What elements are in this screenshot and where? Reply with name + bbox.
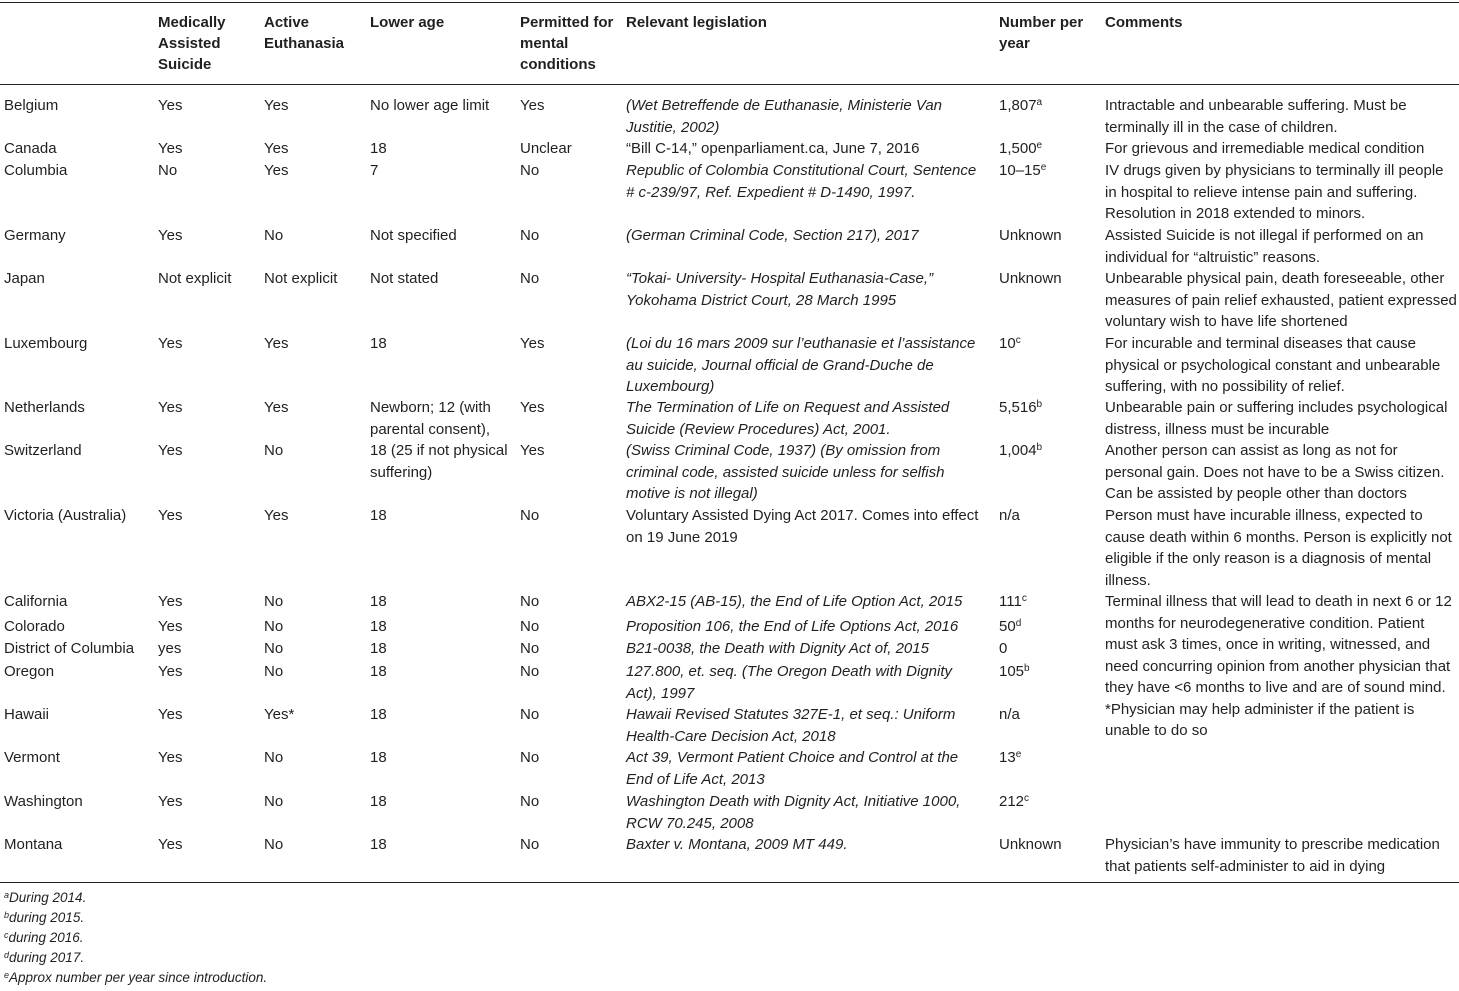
cell-mas: Yes — [158, 227, 183, 244]
cell-comments: For grievous and irremediable medical condition — [1105, 140, 1425, 157]
cell-country: Vermont — [4, 749, 60, 766]
cell-mental: No — [520, 640, 540, 657]
cell-number — [999, 638, 1099, 660]
cell-number — [999, 616, 1099, 638]
cell-active: No — [264, 793, 284, 810]
cell-mas: Yes — [158, 335, 183, 352]
cell-active: No — [264, 618, 284, 635]
cell-number — [999, 160, 1099, 182]
cell-legislation: Voluntary Assisted Dying Act 2017. Comes into effect on 19 June 2019 — [626, 507, 979, 546]
number-value: Unknown — [999, 270, 1062, 287]
cell-legislation: (Wet Betreffende de Euthanasie, Ministerie Van Justitie, 2002) — [626, 97, 943, 136]
cell-active: Yes — [264, 97, 289, 114]
cell-age: Not stated — [370, 270, 439, 287]
cell-age: 18 — [370, 836, 387, 853]
footnote-marker: a — [1036, 97, 1043, 108]
cell-mental: No — [520, 663, 540, 680]
header-age: Lower age — [370, 14, 445, 31]
cell-age: 18 — [370, 140, 387, 157]
number-value: 10–15 — [999, 162, 1041, 179]
cell-number — [999, 138, 1099, 160]
number-value: 1,807 — [999, 97, 1037, 114]
header-comments: Comments — [1105, 14, 1183, 31]
footnote — [4, 908, 84, 928]
cell-active: Yes — [264, 399, 289, 416]
cell-mental: Yes — [520, 97, 545, 114]
header-legislation: Relevant legislation — [626, 14, 767, 31]
number-value: 212 — [999, 793, 1025, 810]
cell-country: Montana — [4, 836, 63, 853]
cell-active: No — [264, 593, 284, 610]
cell-number — [999, 397, 1099, 419]
cell-country: Belgium — [4, 97, 59, 114]
cell-mental: No — [520, 270, 540, 287]
cell-age: 18 — [370, 335, 387, 352]
cell-mas: Yes — [158, 793, 183, 810]
cell-comments: Intractable and unbearable suffering. Must be terminally ill in the case of children. — [1105, 97, 1407, 136]
cell-mental: No — [520, 749, 540, 766]
cell-legislation: Washington Death with Dignity Act, Initiative 1000, RCW 70.245, 2008 — [626, 793, 961, 832]
cell-active: No — [264, 663, 284, 680]
number-value: 105 — [999, 663, 1025, 680]
number-value: 0 — [999, 640, 1008, 657]
cell-country: Oregon — [4, 663, 55, 680]
number-value: 50 — [999, 618, 1016, 635]
cell-age: 18 — [370, 507, 387, 524]
cell-age: 18 — [370, 749, 387, 766]
cell-number — [999, 268, 1099, 290]
cell-mental: No — [520, 706, 540, 723]
cell-age: 18 — [370, 640, 387, 657]
cell-age: 18 — [370, 593, 387, 610]
footnote-marker: e — [1015, 749, 1022, 760]
footnote-marker: b — [1036, 442, 1043, 453]
cell-active: Yes* — [264, 706, 295, 723]
cell-number — [999, 505, 1099, 527]
header-number: Number per year — [999, 14, 1084, 52]
cell-country: Victoria (Australia) — [4, 507, 127, 524]
cell-number — [999, 333, 1099, 355]
cell-active: No — [264, 640, 284, 657]
cell-age: 18 — [370, 793, 387, 810]
cell-number — [999, 591, 1099, 613]
cell-country: Washington — [4, 793, 83, 810]
cell-age: Not specified — [370, 227, 457, 244]
cell-mental: Yes — [520, 399, 545, 416]
cell-number — [999, 661, 1099, 683]
footnote-marker: e — [1036, 140, 1043, 151]
cell-mental: No — [520, 836, 540, 853]
table-bottom-rule — [0, 882, 1459, 883]
cell-age: 18 — [370, 663, 387, 680]
cell-age: 7 — [370, 162, 379, 179]
footnote-mark: b — [4, 910, 10, 920]
cell-comments: Another person can assist as long as not for personal gain. Does not have to be a Swiss citizen. Can be assisted by people other than doctors — [1105, 442, 1445, 502]
cell-active: Yes — [264, 507, 289, 524]
number-value: 5,516 — [999, 399, 1037, 416]
cell-legislation: Hawaii Revised Statutes 327E-1, et seq.: Uniform Health-Care Decision Act, 2018 — [626, 706, 956, 745]
cell-comments: Assisted Suicide is not illegal if performed on an individual for “altruistic” reasons. — [1105, 227, 1424, 266]
cell-comments: Person must have incurable illness, expected to cause death within 6 months. Person is explicitly not eligible if the only reason is a diagnosis of mental illness. — [1105, 507, 1452, 589]
cell-mental: No — [520, 618, 540, 635]
cell-number — [999, 791, 1099, 813]
cell-age: Newborn; 12 (with parental consent), — [370, 399, 491, 438]
cell-mas: Yes — [158, 663, 183, 680]
cell-mental: No — [520, 793, 540, 810]
cell-legislation: Proposition 106, the End of Life Options Act, 2016 — [626, 618, 959, 635]
footnote-marker: c — [1021, 593, 1027, 604]
cell-legislation: (German Criminal Code, Section 217), 2017 — [626, 227, 919, 244]
cell-comments: For incurable and terminal diseases that cause physical or psychological constant and unbearable suffering, with no possibility of relief. — [1105, 335, 1441, 395]
cell-legislation: Republic of Colombia Constitutional Court, Sentence # c-239/97, Ref. Expedient # D-1490, 1997. — [626, 162, 977, 201]
cell-mental: Yes — [520, 442, 545, 459]
cell-number — [999, 225, 1099, 247]
footnote-marker: e — [1040, 162, 1047, 173]
cell-age: No lower age limit — [370, 97, 490, 114]
footnote — [4, 928, 84, 948]
cell-comments: Unbearable physical pain, death foreseeable, other measures of pain relief exhausted, patient expressed voluntary wish to have life shortened — [1105, 270, 1457, 330]
cell-mental: Yes — [520, 335, 545, 352]
cell-country: District of Columbia — [4, 640, 135, 657]
cell-comments: Physician’s have immunity to prescribe medication that patients self-administer to aid in dying — [1105, 836, 1440, 875]
cell-mas: Yes — [158, 507, 183, 524]
cell-country: Canada — [4, 140, 57, 157]
cell-legislation: ABX2-15 (AB-15), the End of Life Option Act, 2015 — [626, 593, 963, 610]
number-value: n/a — [999, 507, 1020, 524]
footnote-marker: b — [1024, 663, 1030, 674]
cell-country: Japan — [4, 270, 45, 287]
cell-number — [999, 834, 1099, 856]
cell-country: Colorado — [4, 618, 65, 635]
cell-mental: No — [520, 227, 540, 244]
cell-mental: No — [520, 593, 540, 610]
cell-legislation: “Tokai- University- Hospital Euthanasia-Case,” Yokohama District Court, 28 March 1995 — [626, 270, 934, 309]
footnote — [4, 948, 84, 968]
cell-country: Switzerland — [4, 442, 82, 459]
cell-active: No — [264, 442, 284, 459]
cell-legislation: (Swiss Criminal Code, 1937) (By omission from criminal code, assisted suicide unless for selfish motive is not illegal) — [626, 442, 945, 502]
footnote-mark: e — [4, 970, 10, 980]
cell-active: No — [264, 749, 284, 766]
cell-mas: Not explicit — [158, 270, 232, 287]
table-top-rule — [0, 2, 1459, 3]
number-value: 1,004 — [999, 442, 1037, 459]
number-value: 1,500 — [999, 140, 1037, 157]
footnote-text: during 2017. — [9, 950, 85, 965]
footnote-mark: d — [4, 950, 10, 960]
cell-country: California — [4, 593, 68, 610]
cell-number — [999, 440, 1099, 462]
cell-mas: Yes — [158, 399, 183, 416]
cell-age: 18 (25 if not physical suffering) — [370, 442, 508, 481]
cell-mas: Yes — [158, 140, 183, 157]
cell-mas: Yes — [158, 442, 183, 459]
number-value: 10 — [999, 335, 1016, 352]
header-active: Active Euthanasia — [264, 14, 345, 52]
footnote-text: Approx number per year since introduction. — [9, 970, 268, 985]
footnote — [4, 888, 86, 908]
cell-legislation: “Bill C-14,” openparliament.ca, June 7, 2016 — [626, 140, 920, 157]
cell-mental: No — [520, 162, 540, 179]
cell-mas: Yes — [158, 97, 183, 114]
cell-legislation: Baxter v. Montana, 2009 MT 449. — [626, 836, 848, 853]
header-mental: Permitted for mental conditions — [520, 14, 614, 73]
cell-comments: Terminal illness that will lead to death in next 6 or 12 months for neurodegenerative condition. Patient must ask 3 times, once in writing, witnessed, and need concurring opinion from another physician that they have <6 months to live and are of sound mind. *Physician may help administer if the patient is unable to do so — [1105, 593, 1452, 739]
cell-country: Netherlands — [4, 399, 85, 416]
cell-legislation: (Loi du 16 mars 2009 sur l’euthanasie et l’assistance au suicide, Journal official de Grand-Duche de Luxembourg) — [626, 335, 976, 395]
cell-mas: yes — [158, 640, 182, 657]
cell-legislation: The Termination of Life on Request and Assisted Suicide (Review Procedures) Act, 2001. — [626, 399, 950, 438]
cell-mas: No — [158, 162, 178, 179]
cell-active: Not explicit — [264, 270, 338, 287]
number-value: 111 — [999, 593, 1022, 610]
footnote-marker: c — [1024, 793, 1030, 804]
footnote — [4, 968, 267, 988]
number-value: n/a — [999, 706, 1020, 723]
cell-mas: Yes — [158, 706, 183, 723]
cell-number — [999, 747, 1099, 769]
cell-mas: Yes — [158, 749, 183, 766]
footnote-mark: c — [4, 930, 9, 940]
number-value: 13 — [999, 749, 1016, 766]
footnote-text: during 2016. — [8, 930, 84, 945]
cell-mental: No — [520, 507, 540, 524]
cell-legislation: Act 39, Vermont Patient Choice and Control at the End of Life Act, 2013 — [626, 749, 959, 788]
cell-legislation: 127.800, et. seq. (The Oregon Death with Dignity Act), 1997 — [626, 663, 953, 702]
cell-age: 18 — [370, 618, 387, 635]
footnote-marker: b — [1036, 399, 1043, 410]
cell-age: 18 — [370, 706, 387, 723]
cell-mas: Yes — [158, 618, 183, 635]
cell-comments: Unbearable pain or suffering includes psychological distress, illness must be incurable — [1105, 399, 1448, 438]
footnote-text: During 2014. — [9, 890, 87, 905]
cell-number — [999, 704, 1099, 726]
footnote-mark: a — [4, 890, 10, 900]
cell-country: Hawaii — [4, 706, 50, 723]
number-value: Unknown — [999, 836, 1062, 853]
header-bottom-rule — [0, 84, 1459, 85]
cell-number — [999, 95, 1099, 117]
cell-active: Yes — [264, 335, 289, 352]
footnote-marker: c — [1015, 335, 1021, 346]
cell-legislation: B21-0038, the Death with Dignity Act of, 2015 — [626, 640, 929, 657]
cell-comments: IV drugs given by physicians to terminally ill people in hospital to relieve intense pain and suffering. Resolution in 2018 extended to minors. — [1105, 162, 1444, 222]
cell-mental: Unclear — [520, 140, 572, 157]
cell-country: Columbia — [4, 162, 68, 179]
cell-active: No — [264, 836, 284, 853]
cell-mas: Yes — [158, 593, 183, 610]
cell-country: Germany — [4, 227, 66, 244]
cell-active: Yes — [264, 162, 289, 179]
number-value: Unknown — [999, 227, 1062, 244]
cell-active: No — [264, 227, 284, 244]
cell-country: Luxembourg — [4, 335, 88, 352]
cell-active: Yes — [264, 140, 289, 157]
footnote-text: during 2015. — [9, 910, 85, 925]
cell-mas: Yes — [158, 836, 183, 853]
footnote-marker: d — [1015, 618, 1022, 629]
header-mas: Medically Assisted Suicide — [158, 14, 226, 73]
